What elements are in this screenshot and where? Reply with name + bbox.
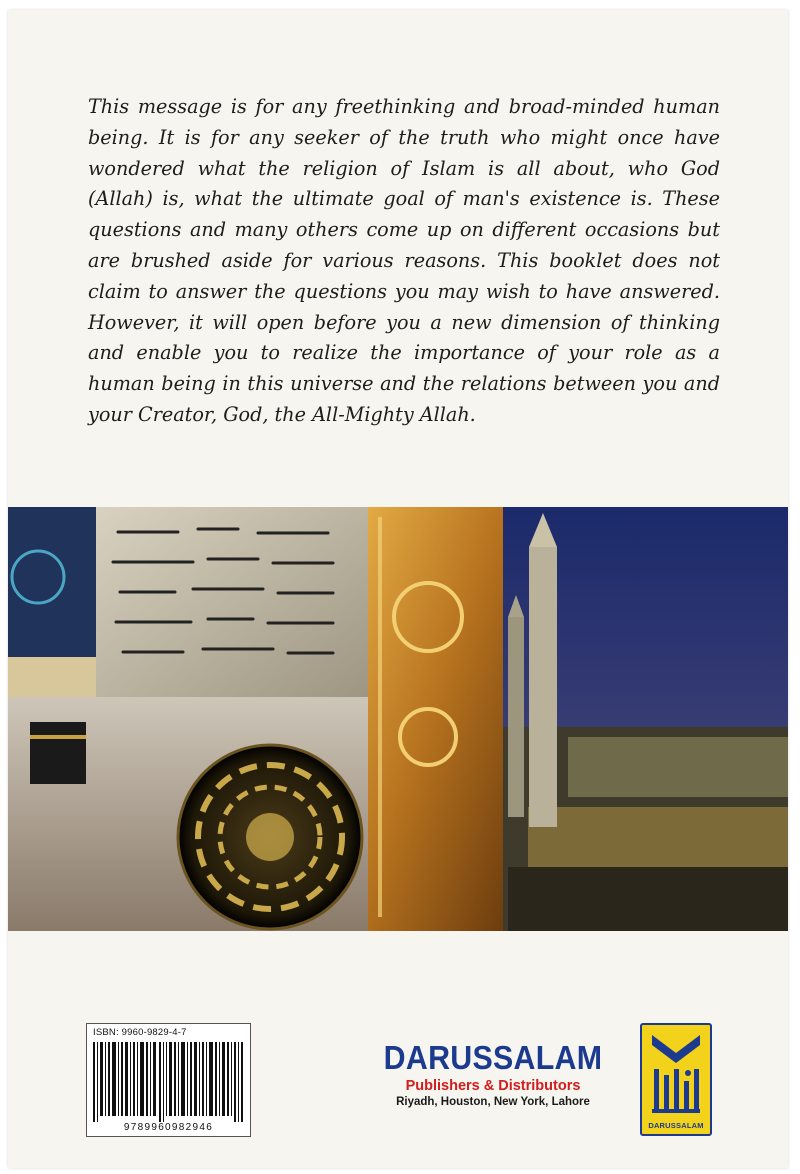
publisher-block bbox=[368, 1040, 618, 1108]
barcode bbox=[93, 1042, 244, 1122]
logo-text: DARUSSALAM bbox=[648, 1121, 704, 1130]
barcode-number: 9789960982946 bbox=[123, 1122, 214, 1133]
isbn-label: ISBN: 9960-9829-4-7 bbox=[93, 1027, 187, 1038]
blurb-text: This message is for any freethinking and broad-minded human being. It is for any seeker of the truth who might once have wondered what the religion of Islam is all about, who God (Allah) is, what the ultimate goal of man's existence is. These questions and many others come up on different occasions but are brushed aside for various reasons. This booklet does not claim to answer the questions you may wish to have answered. However, it will open before you a new dimension of thinking and enable you to realize the importance of your role as a human being in this universe and the relations between you and your Creator, God, the All-Mighty Allah. bbox=[88, 95, 720, 426]
publisher-name: DARUSSALAM bbox=[383, 1039, 603, 1076]
publisher-locations: Riyadh, Houston, New York, Lahore bbox=[396, 1096, 590, 1108]
cover-photo-collage bbox=[8, 507, 788, 931]
publisher-logo bbox=[640, 1023, 712, 1136]
book-back-cover bbox=[8, 10, 788, 1168]
darussalam-logo-icon bbox=[640, 1023, 712, 1136]
publisher-tagline: Publishers & Distributors bbox=[405, 1078, 581, 1094]
collage-artwork bbox=[8, 507, 788, 931]
isbn-barcode-box bbox=[86, 1023, 251, 1137]
